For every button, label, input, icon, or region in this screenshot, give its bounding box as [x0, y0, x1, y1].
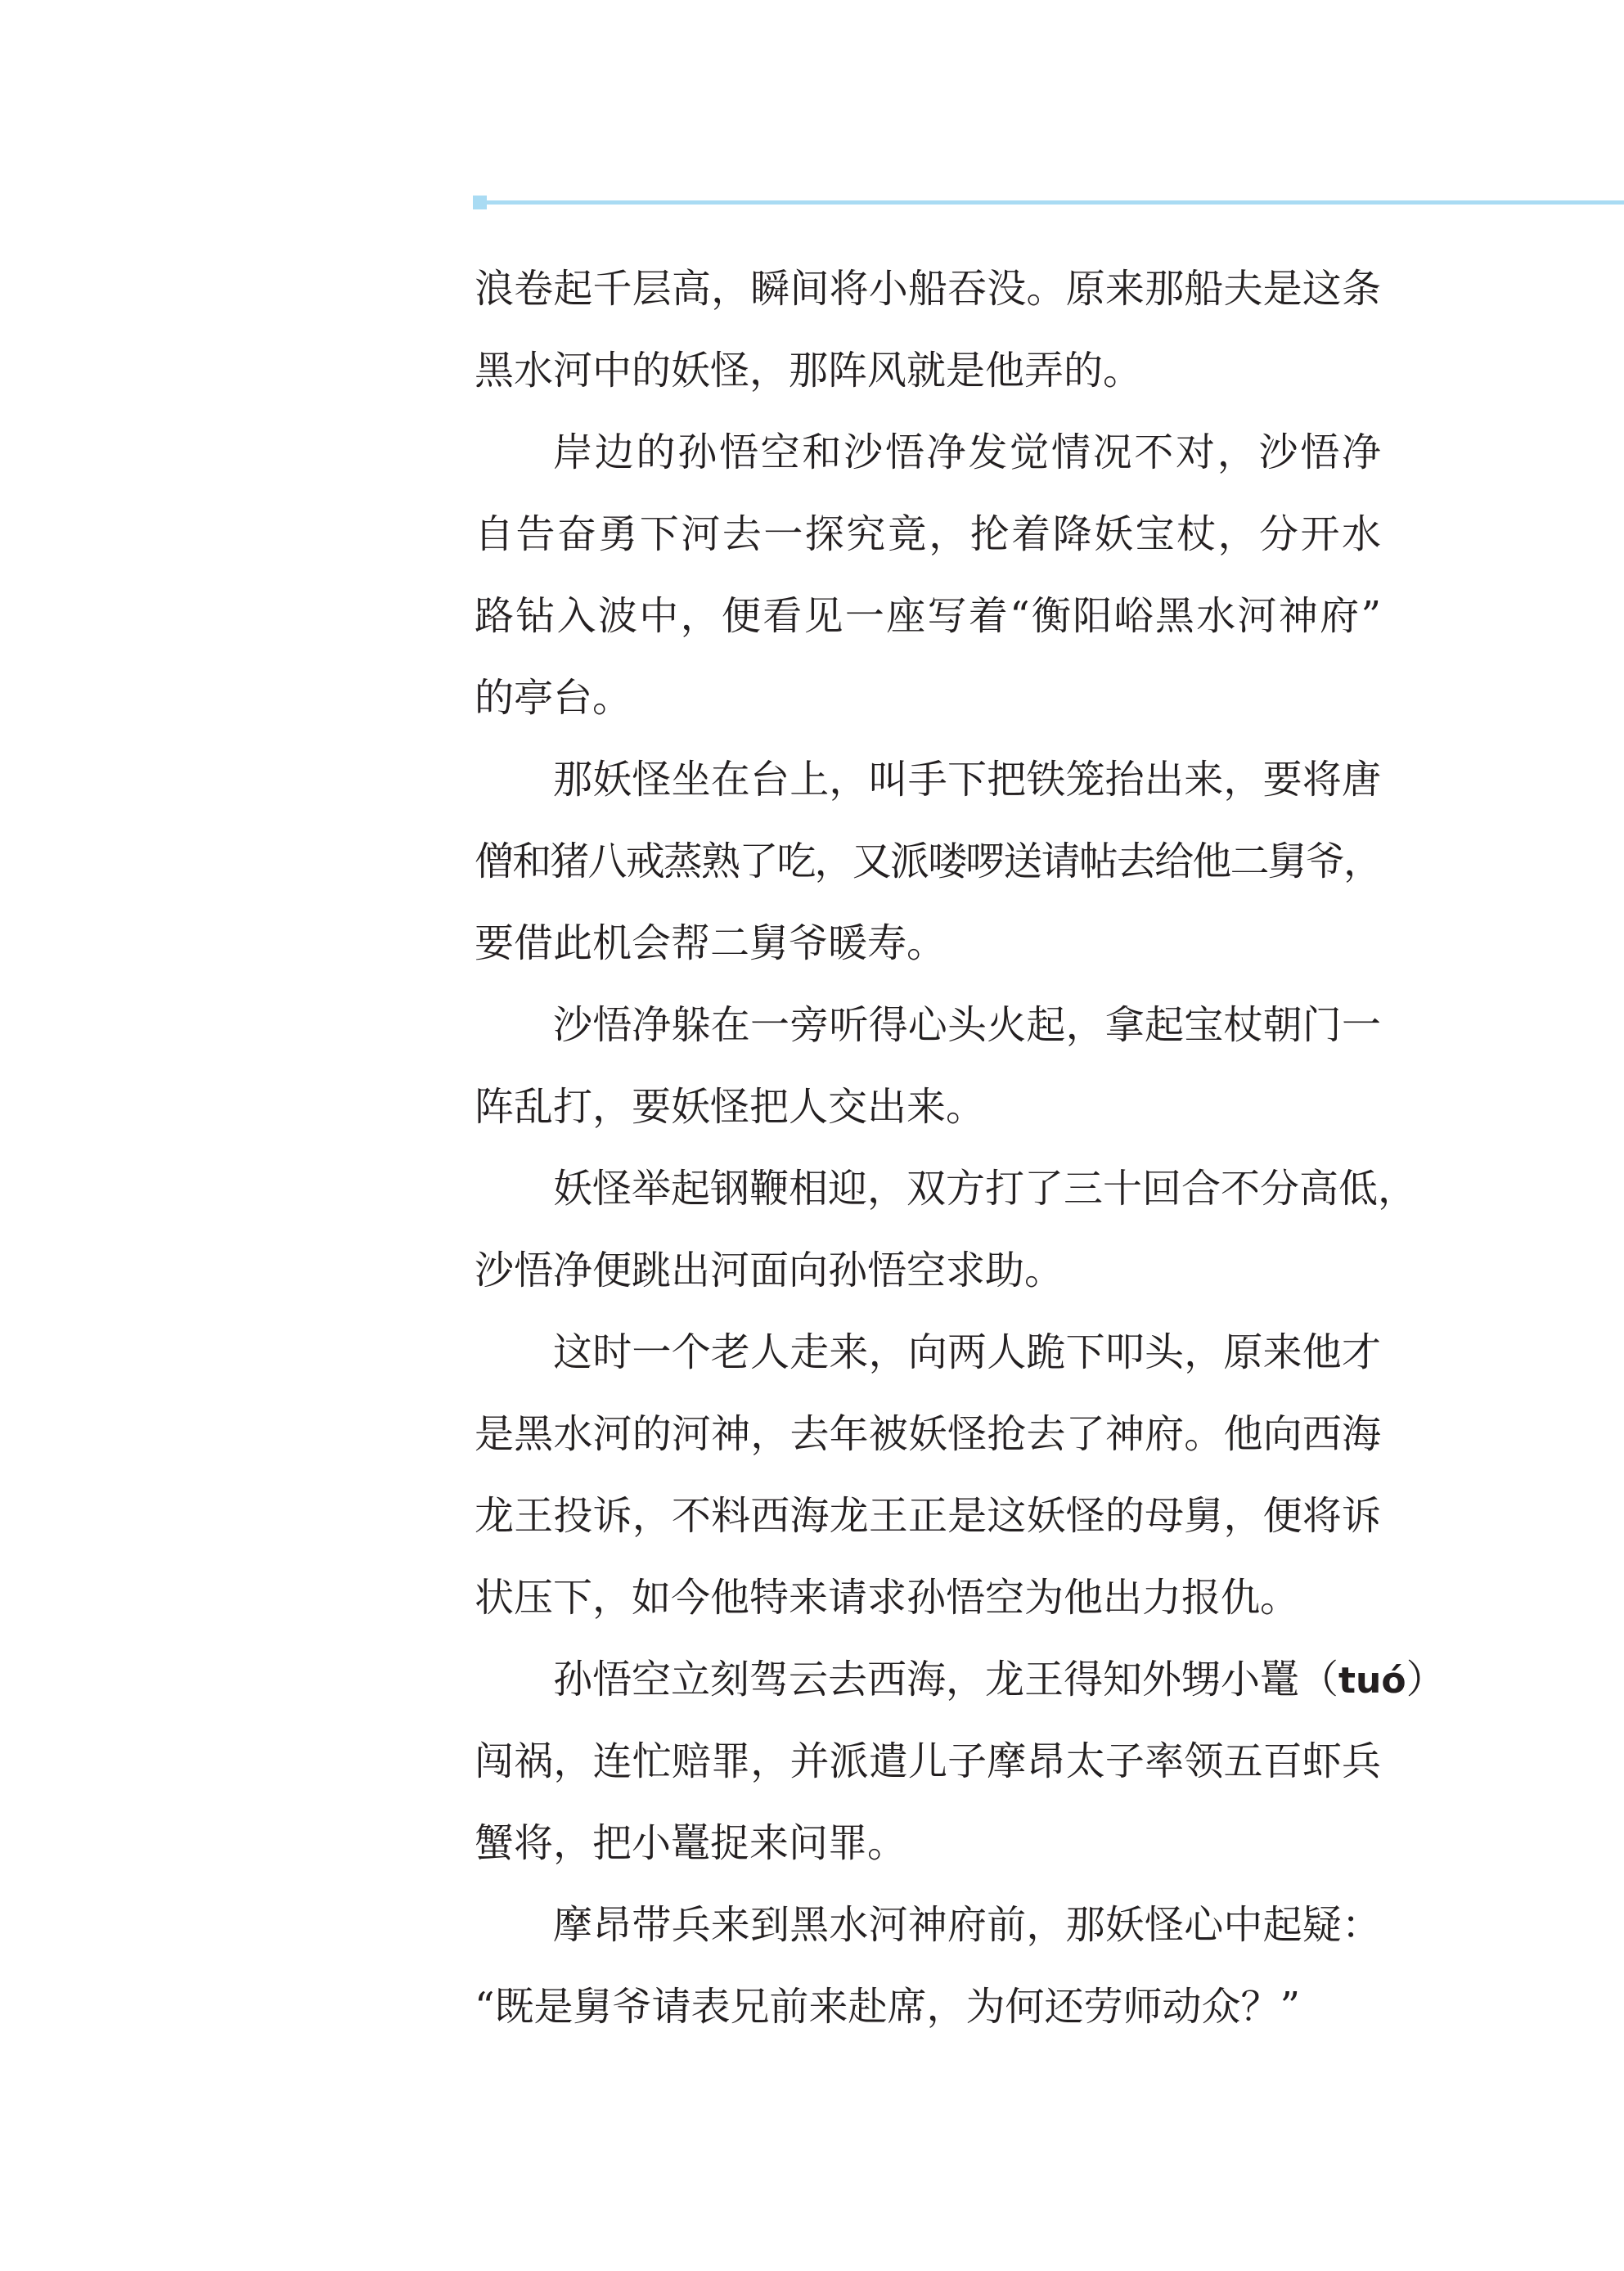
text-line — [475, 1639, 1446, 1720]
text-line: 妖怪举起钢鞭相迎，双方打了三十回合不分高低， — [553, 1166, 1418, 1212]
text-line: 的亭台。 — [475, 675, 632, 721]
pinyin-annotation: tuó — [1338, 1660, 1406, 1702]
body-text — [475, 248, 1446, 2048]
text-line: 摩昂带兵来到黑水河神府前，那妖怪心中起疑： — [553, 1902, 1381, 1948]
paragraph — [475, 1884, 1381, 2048]
text-line: 浪卷起千层高，瞬间将小船吞没。原来那船夫是这条 — [475, 266, 1381, 312]
text-line: 状压下，如今他特来请求孙悟空为他出力报仇。 — [475, 1575, 1300, 1621]
text-line: 沙悟净躲在一旁听得心头火起，拿起宝杖朝门一 — [553, 1002, 1381, 1048]
paragraph — [475, 739, 1381, 984]
paragraph — [475, 1639, 1446, 1884]
paragraph — [475, 1148, 1418, 1311]
text-line: 这时一个老人走来，向两人跪下叩头，原来他才 — [553, 1329, 1381, 1375]
paragraph — [475, 984, 1381, 1148]
text-line: 要借此机会帮二舅爷暖寿。 — [475, 920, 947, 966]
text-segment: 孙悟空立刻驾云去西海，龙王得知外甥小鼍（ — [553, 1657, 1339, 1702]
header-rule-marker — [473, 196, 487, 209]
text-line: 那妖怪坐在台上，叫手下把铁笼抬出来，要将唐 — [553, 757, 1381, 803]
text-line: 黑水河中的妖怪，那阵风就是他弄的。 — [475, 348, 1143, 393]
text-line: 蟹将，把小鼍捉来问罪。 — [475, 1820, 907, 1866]
paragraph — [475, 1311, 1381, 1639]
paragraph — [475, 411, 1381, 739]
text-line: 沙悟净便跳出河面向孙悟空求助。 — [475, 1248, 1064, 1293]
text-line: 岸边的孙悟空和沙悟净发觉情况不对，沙悟净 — [553, 429, 1381, 475]
text-line: 龙王投诉，不料西海龙王正是这妖怪的母舅，便将诉 — [475, 1493, 1381, 1539]
text-line: 自告奋勇下河去一探究竟，抡着降妖宝杖，分开水 — [475, 511, 1381, 557]
text-line: 阵乱打，要妖怪把人交出来。 — [475, 1084, 986, 1130]
text-line: “既是舅爷请表兄前来赴席，为何还劳师动众？” — [475, 1984, 1301, 2030]
text-line: 闯祸，连忙赔罪，并派遣儿子摩昂太子率领五百虾兵 — [475, 1738, 1381, 1784]
text-line: 是黑水河的河神，去年被妖怪抢去了神府。他向西海 — [475, 1411, 1381, 1457]
header-rule — [479, 200, 1624, 205]
text-segment: ） — [1406, 1657, 1446, 1702]
paragraph — [475, 248, 1381, 411]
text-line: 僧和猪八戒蒸熟了吃，又派喽啰送请帖去给他二舅爷， — [475, 839, 1381, 884]
text-line: 路钻入波中，便看见一座写着“衡阳峪黑水河神府” — [475, 593, 1381, 639]
